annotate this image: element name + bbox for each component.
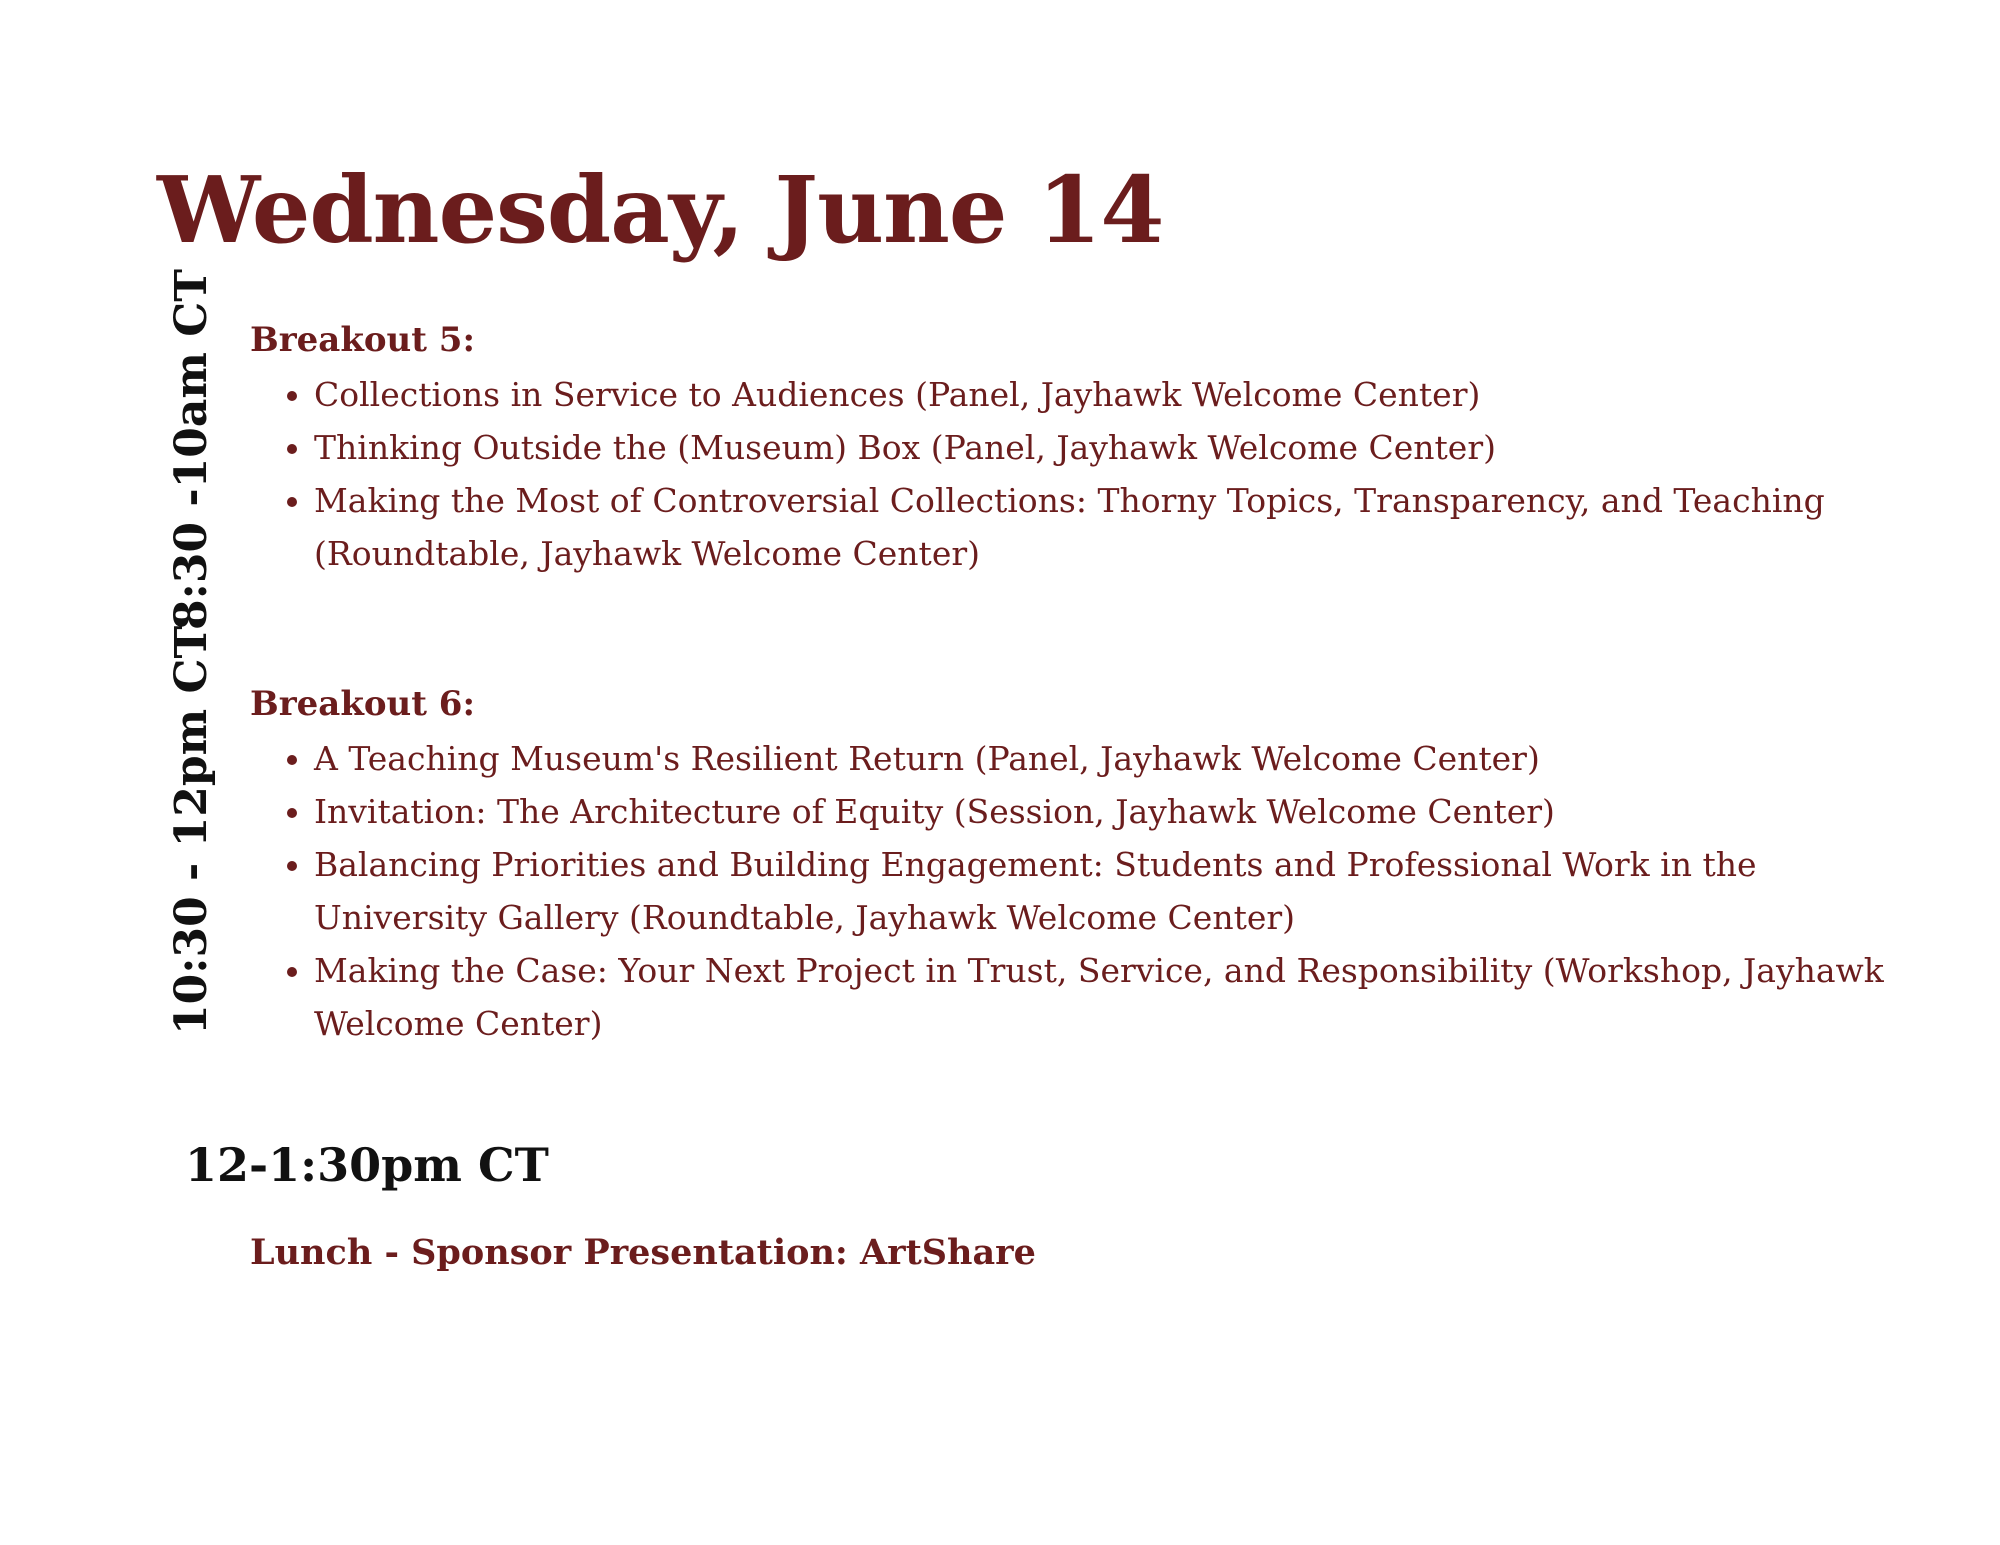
session-item: • Making the Case: Your Next Project in Trust, Service, and Responsibility (Workshop, Jayhawk Welcome Center)	[314, 944, 1900, 1050]
time-slot-breakout-5: 8:30 -10am CT	[166, 268, 217, 630]
breakout-5-heading: Breakout 5:	[250, 320, 476, 360]
session-item: • Invitation: The Architecture of Equity (Session, Jayhawk Welcome Center)	[314, 785, 1900, 838]
page-title: Wednesday, June 14	[157, 156, 1164, 264]
session-item: • Thinking Outside the (Museum) Box (Panel, Jayhawk Welcome Center)	[314, 421, 1900, 474]
breakout-6-section	[250, 682, 1900, 1050]
breakout-6-heading: Breakout 6:	[250, 684, 476, 724]
breakout-5-session-list	[250, 368, 1900, 580]
time-slot-lunch: 12-1:30pm CT	[185, 1138, 549, 1192]
time-slot-breakout-6: 10:30 - 12pm CT	[166, 625, 217, 1035]
session-item: • Making the Most of Controversial Collections: Thorny Topics, Transparency, and Teaching (Roundtable, Jayhawk Welcome Center)	[314, 474, 1900, 580]
lunch-description: Lunch - Sponsor Presentation: ArtShare	[250, 1232, 1036, 1273]
session-item: • Collections in Service to Audiences (Panel, Jayhawk Welcome Center)	[314, 368, 1900, 421]
session-item: • Balancing Priorities and Building Engagement: Students and Professional Work in the University Gallery (Roundtable, Jayhawk Welcome Center)	[314, 838, 1900, 944]
breakout-6-session-list	[250, 732, 1900, 1050]
breakout-5-section	[250, 318, 1900, 580]
session-item: • A Teaching Museum's Resilient Return (Panel, Jayhawk Welcome Center)	[314, 732, 1900, 785]
